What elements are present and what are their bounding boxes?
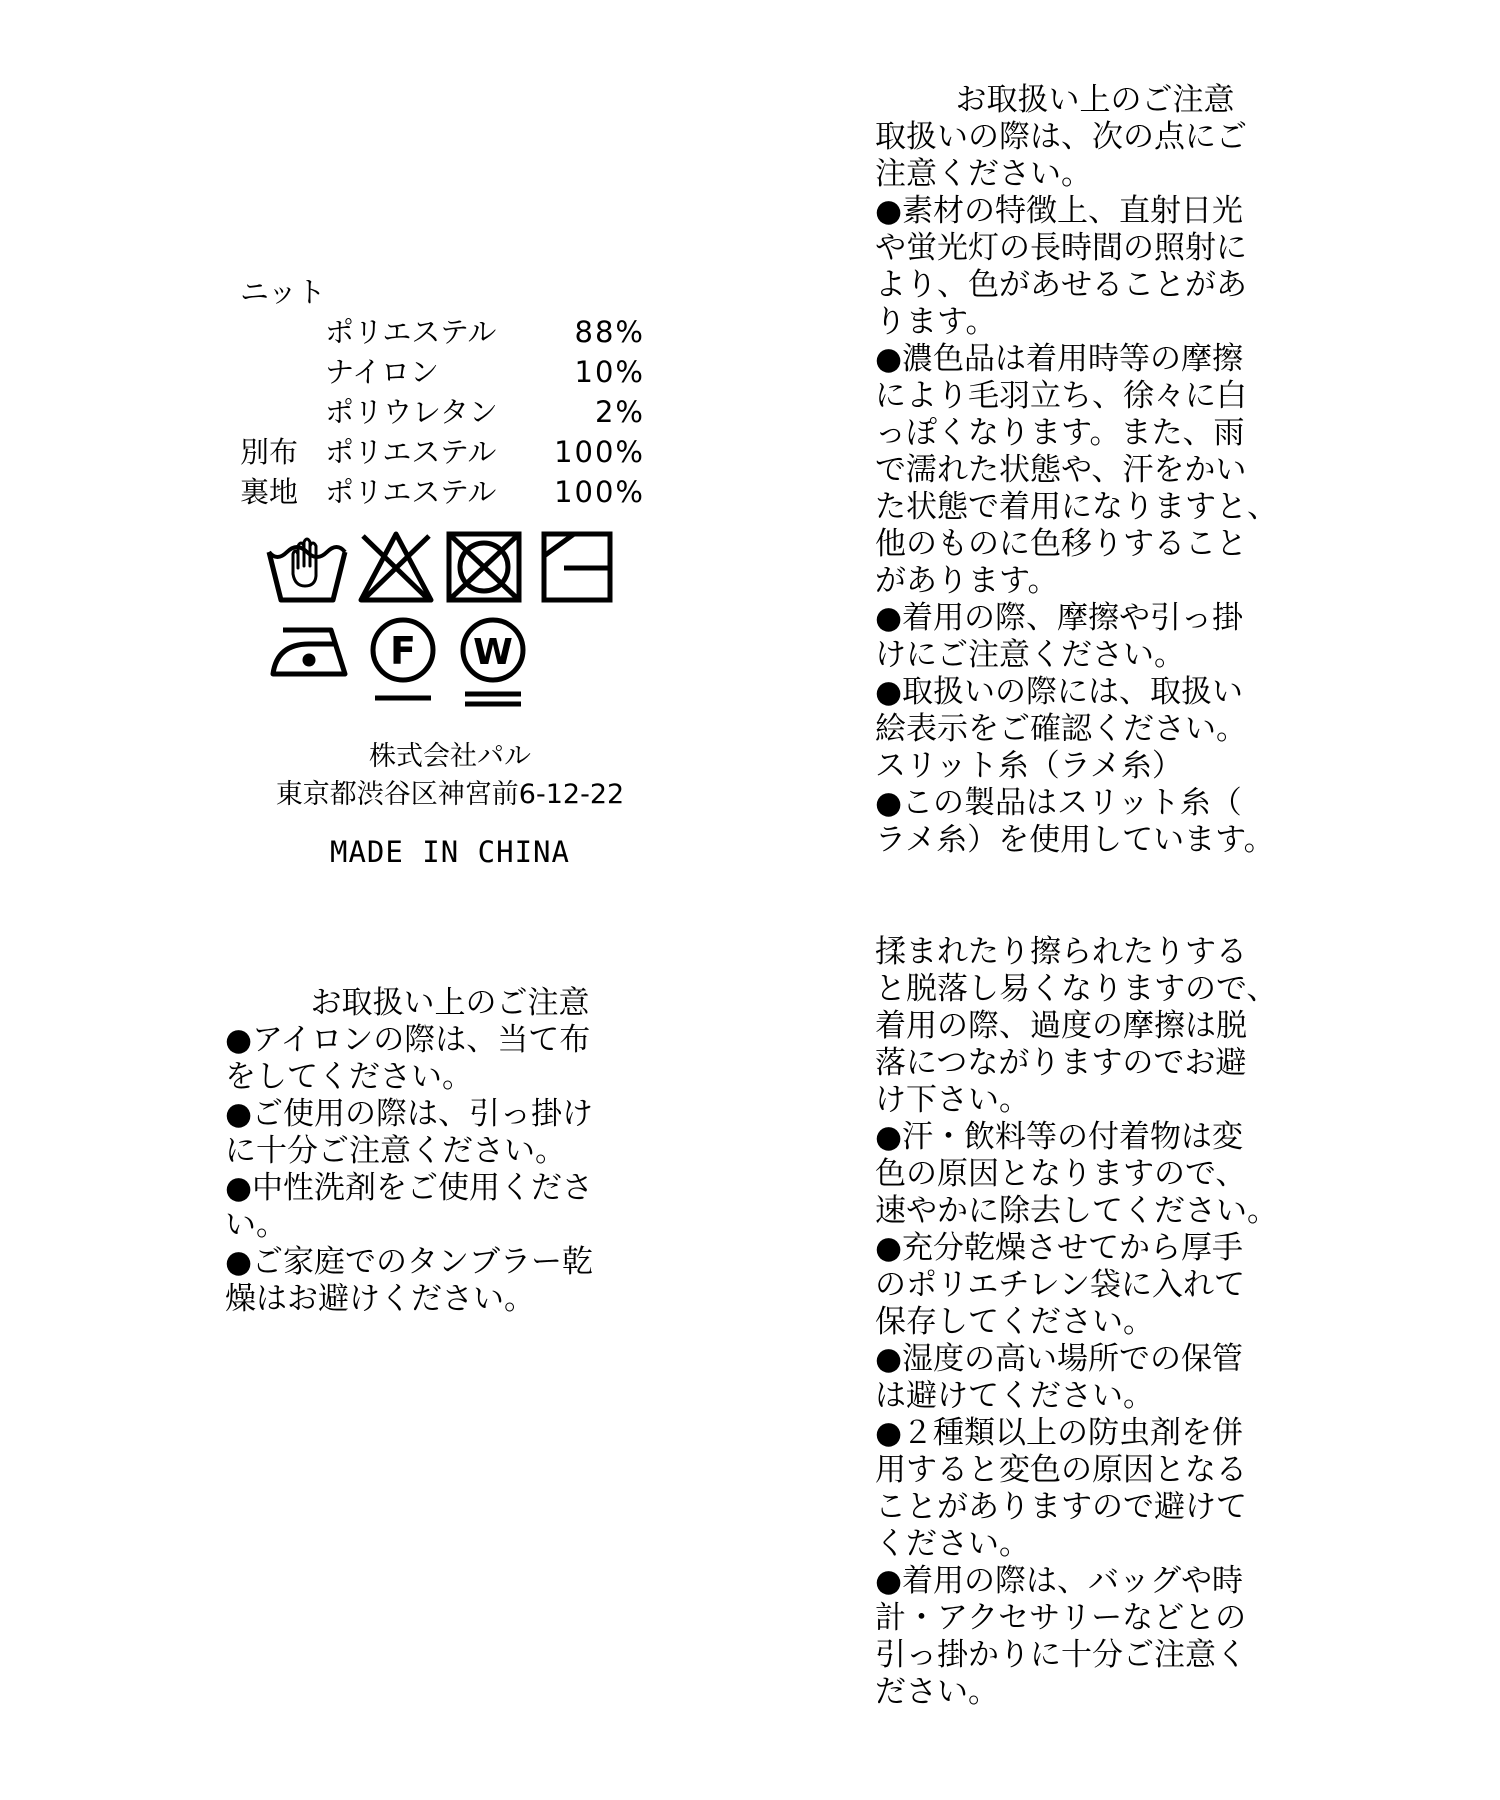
composition-percent: 2%	[594, 395, 645, 429]
care-note-line: ●ご家庭でのタンブラー乾	[225, 1244, 594, 1280]
composition-fiber: ポリエステル	[325, 435, 497, 469]
care-note-line: で濡れた状態や、汗をかい	[875, 452, 1247, 488]
care-note-line: より、色があせることがあ	[875, 267, 1247, 303]
care-note-line: ラメ糸）を使用しています。	[875, 822, 1275, 858]
care-note-line: ●着用の際、摩擦や引っ掛	[875, 600, 1244, 636]
care-note-line: い。	[225, 1207, 287, 1243]
care-note-line: 注意ください。	[875, 156, 1092, 192]
care-note-line: スリット糸（ラメ糸）	[875, 748, 1183, 784]
professional-dry-clean-f-icon	[365, 614, 441, 704]
care-note-line: 燥はお避けください。	[225, 1281, 535, 1317]
professional-wet-clean-icon	[455, 614, 531, 710]
care-note-line: 揉まれたり擦られたりする	[875, 934, 1247, 970]
care-note-line: ことがありますので避けて	[875, 1489, 1247, 1525]
no-tumble-dry-icon	[445, 530, 523, 604]
care-note-line: のポリエチレン袋に入れて	[875, 1267, 1245, 1303]
care-note-line: ●汗・飲料等の付着物は変	[875, 1119, 1244, 1155]
composition-row	[240, 432, 660, 472]
care-note-line: ●濃色品は着用時等の摩擦	[875, 341, 1244, 377]
care-notes-body	[875, 934, 1315, 1711]
care-note-line: ださい。	[875, 1674, 999, 1710]
care-note-line: があります。	[875, 563, 1059, 599]
care-note-line: 速やかに除去してください。	[875, 1193, 1278, 1229]
composition-row	[240, 472, 660, 512]
composition-part	[240, 312, 325, 352]
care-note-line: により毛羽立ち、徐々に白	[875, 378, 1247, 414]
care-note-line: は避けてください。	[875, 1378, 1154, 1414]
care-note-line: ●アイロンの際は、当て布	[225, 1022, 591, 1058]
care-symbols	[265, 530, 625, 710]
care-note-line: ●着用の際は、バッグや時	[875, 1563, 1244, 1599]
care-notes-title: お取扱い上のご注意	[310, 985, 590, 1021]
care-note-line: っぽくなります。また、雨	[875, 415, 1245, 451]
care-note-line: ●素材の特徴上、直射日光	[875, 193, 1244, 229]
composition-fiber: ナイロン	[325, 355, 439, 389]
shade-dry-icon	[540, 530, 614, 604]
company-name: 株式会社パル	[369, 741, 531, 772]
care-note-line: ●この製品はスリット糸（	[875, 785, 1242, 821]
care-note-line: や蛍光灯の長時間の照射に	[875, 230, 1247, 266]
care-note-line: ●湿度の高い場所での保管	[875, 1341, 1244, 1377]
care-note-line: ●中性洗剤をご使用くださ	[225, 1170, 594, 1206]
no-bleach-icon	[357, 530, 435, 604]
care-note-line: けにご注意ください。	[875, 637, 1185, 673]
care-note-line: 着用の際、過度の摩擦は脱	[875, 1008, 1247, 1044]
care-note-line: 用すると変色の原因となる	[875, 1452, 1247, 1488]
care-notes-body	[875, 119, 1315, 859]
care-note-line: ります。	[875, 304, 997, 340]
care-note-line: 他のものに色移りすること	[875, 526, 1247, 562]
care-note-line: ●充分乾燥させてから厚手	[875, 1230, 1244, 1266]
care-note-line: 色の原因となりますので、	[875, 1156, 1247, 1192]
composition-row	[240, 312, 660, 352]
composition-percent: 10%	[574, 355, 645, 389]
composition-part	[240, 352, 325, 392]
care-note-line: け下さい。	[875, 1082, 1030, 1118]
composition-percent: 100%	[554, 475, 645, 509]
garment-category: ニット	[240, 275, 326, 309]
wet-clean-letter: W	[473, 632, 513, 673]
care-note-line: 保存してください。	[875, 1304, 1154, 1340]
iron-low-icon	[269, 622, 355, 682]
care-note-line: をしてください。	[225, 1059, 473, 1095]
manufacturer-info	[240, 738, 660, 872]
care-note-line: に十分ご注意ください。	[225, 1133, 566, 1169]
composition-percent: 88%	[574, 315, 645, 349]
composition-fiber: ポリウレタン	[325, 395, 498, 429]
composition-fiber: ポリエステル	[325, 475, 497, 509]
care-note-line: 絵表示をご確認ください。	[875, 711, 1247, 747]
composition-row	[240, 352, 660, 392]
care-note-line: ●取扱いの際には、取扱い	[875, 674, 1244, 710]
care-note-line: ●２種類以上の防虫剤を併	[875, 1415, 1244, 1451]
care-note-line: 落につながりますのでお避	[875, 1045, 1247, 1081]
care-notes-title: お取扱い上のご注意	[955, 82, 1235, 118]
composition-part: 別布	[240, 435, 299, 469]
composition-percent: 100%	[554, 435, 645, 469]
composition-part: 裏地	[240, 475, 299, 509]
fiber-composition	[240, 272, 660, 512]
composition-fiber: ポリエステル	[325, 315, 497, 349]
care-note-line: 引っ掛かりに十分ご注意く	[875, 1637, 1247, 1673]
care-notes-right-bottom	[875, 934, 1315, 1711]
hand-wash-icon	[265, 530, 349, 604]
care-note-line: と脱落し易くなりますので、	[875, 971, 1278, 1007]
composition-part	[240, 392, 325, 432]
care-note-line: 計・アクセサリーなどとの	[875, 1600, 1247, 1636]
care-note-line: 取扱いの際は、次の点にご	[875, 119, 1247, 155]
care-notes-right-top	[875, 82, 1315, 859]
company-address: 東京都渋谷区神宮前6-12-22	[275, 779, 625, 810]
care-notes-left	[225, 985, 675, 1318]
care-notes-body	[225, 1022, 675, 1318]
care-note-line: た状態で着用になりますと、	[875, 489, 1278, 525]
dry-clean-letter: F	[390, 629, 416, 673]
country-of-origin: MADE IN CHINA	[330, 835, 570, 869]
care-note-line: ●ご使用の際は、引っ掛け	[225, 1096, 594, 1132]
composition-row	[240, 392, 660, 432]
care-note-line: ください。	[875, 1526, 1030, 1562]
